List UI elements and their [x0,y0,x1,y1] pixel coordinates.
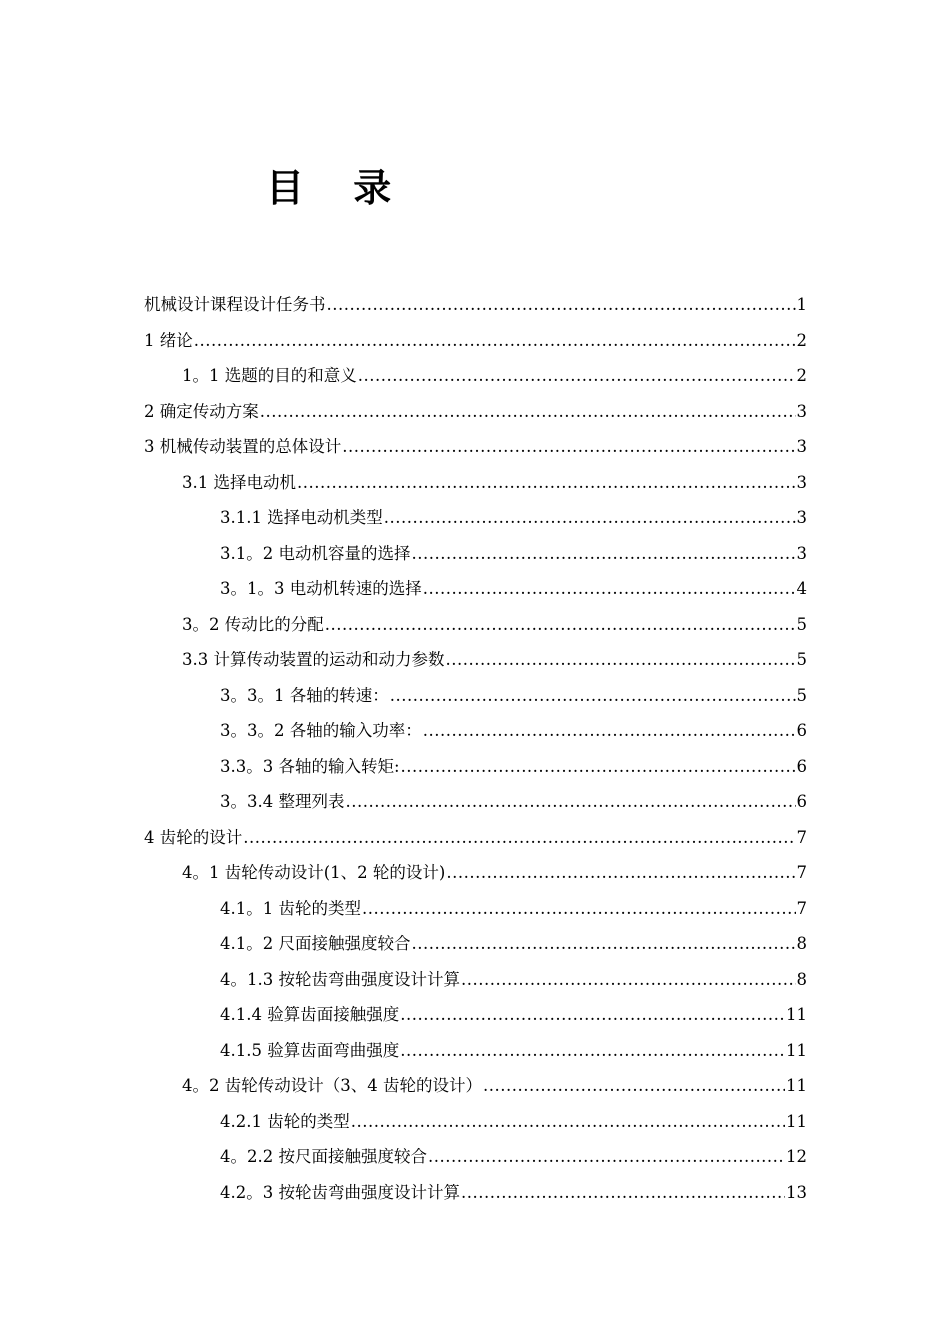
toc-entry[interactable] [144,749,807,785]
toc-entry-text: 3.3。3 各轴的输入转矩: [220,756,400,776]
toc-entry-text: 4.2。3 按轮齿弯曲强度设计计算 [220,1182,460,1202]
toc-entry[interactable] [144,287,807,323]
toc-entry-text: 3 机械传动装置的总体设计 [144,437,342,456]
toc-entry[interactable] [144,323,807,359]
toc-page-number: 3 [796,543,807,563]
toc-entry-text: 4。2.2 按尺面接触强度较合 [220,1147,427,1166]
toc-leader-dots [411,536,795,572]
toc-entry[interactable] [144,926,807,962]
toc-leader-dots [260,394,796,430]
toc-entry-text: 4.2.1 齿轮的类型 [220,1111,350,1131]
toc-entry[interactable] [144,1104,807,1140]
toc-entry-text: 2 确定传动方案 [144,401,259,421]
toc-entry[interactable] [144,962,807,998]
toc-entry[interactable] [144,536,807,572]
toc-page-number: 4 [796,579,807,598]
toc-leader-dots [358,358,796,394]
toc-page-number: 7 [796,827,807,847]
toc-leader-dots [423,713,796,749]
toc-leader-dots [483,1068,785,1104]
table-of-contents [144,287,807,1210]
toc-page-number: 6 [796,756,807,776]
toc-leader-dots [446,642,796,678]
toc-entry[interactable] [144,855,807,891]
toc-page-number: 3 [796,508,807,527]
toc-entry-text: 4.1。2 尺面接触强度较合 [220,934,411,953]
toc-entry-text: 4。1 齿轮传动设计(1、2 轮的设计) [182,863,446,882]
toc-leader-dots [345,784,795,820]
toc-entry[interactable] [144,713,807,749]
toc-leader-dots [351,1104,785,1140]
toc-leader-dots [401,749,796,785]
toc-page-number: 11 [786,1111,807,1131]
toc-entry-text: 3。2 传动比的分配 [182,614,324,634]
toc-page-number: 5 [796,685,807,705]
toc-page-number: 3 [796,472,807,492]
toc-entry[interactable] [144,1068,807,1104]
toc-leader-dots [400,1033,785,1069]
toc-entry-text: 3。3.4 整理列表 [220,792,345,811]
toc-page-number: 7 [796,863,807,882]
toc-entry-text: 1。1 选题的目的和意义 [182,366,357,385]
toc-leader-dots [384,500,796,536]
toc-page-number: 3 [796,401,807,421]
toc-page-number: 11 [786,1040,807,1060]
toc-entry[interactable] [144,465,807,501]
toc-entry[interactable] [144,429,807,465]
toc-leader-dots [325,607,796,643]
toc-entry-text: 3。3。1 各轴的转速： [220,685,389,705]
toc-leader-dots [194,323,796,359]
toc-page-number: 7 [796,898,807,918]
toc-entry-text: 3。1。3 电动机转速的选择 [220,579,422,598]
toc-page-number: 3 [796,437,807,456]
toc-page-number: 6 [796,721,807,740]
toc-entry[interactable] [144,1139,807,1175]
toc-entry-text: 1 绪论 [144,330,193,350]
toc-entry-text: 4.1.4 验算齿面接触强度 [220,1005,400,1024]
page-title: 目 录 [266,166,410,210]
toc-page-number: 1 [796,295,807,314]
toc-entry[interactable] [144,642,807,678]
toc-entry[interactable] [144,997,807,1033]
toc-page-number: 11 [786,1005,807,1024]
toc-leader-dots [390,678,796,714]
toc-entry[interactable] [144,358,807,394]
toc-entry[interactable] [144,1175,807,1211]
toc-entry-text: 3.1。2 电动机容量的选择 [220,543,411,563]
toc-entry[interactable] [144,500,807,536]
toc-entry[interactable] [144,607,807,643]
toc-page-number: 2 [796,330,807,350]
toc-entry[interactable] [144,1033,807,1069]
toc-entry[interactable] [144,571,807,607]
toc-leader-dots [342,429,795,465]
toc-leader-dots [327,287,796,323]
toc-entry[interactable] [144,394,807,430]
toc-entry-text: 机械设计课程设计任务书 [144,295,326,314]
toc-page-number: 5 [796,614,807,634]
toc-entry[interactable] [144,678,807,714]
toc-entry[interactable] [144,820,807,856]
toc-leader-dots [461,1175,785,1211]
toc-page-number: 6 [796,792,807,811]
toc-entry-text: 3.3 计算传动装置的运动和动力参数 [182,650,445,669]
toc-entry[interactable] [144,784,807,820]
toc-leader-dots [446,855,795,891]
toc-entry-text: 4。1.3 按轮齿弯曲强度设计计算 [220,969,460,989]
toc-leader-dots [297,465,796,501]
toc-entry-text: 4.1。1 齿轮的类型 [220,898,361,918]
toc-entry-text: 4。2 齿轮传动设计（3、4 齿轮的设计） [182,1076,482,1095]
toc-page-number: 11 [786,1076,807,1095]
toc-leader-dots [423,571,796,607]
toc-leader-dots [362,891,796,927]
toc-page-number: 2 [796,366,807,385]
toc-leader-dots [243,820,795,856]
toc-page-number: 8 [796,969,807,989]
toc-page-number: 5 [796,650,807,669]
toc-entry-text: 4 齿轮的设计 [144,827,243,847]
toc-leader-dots [461,962,796,998]
toc-page-number: 12 [786,1147,807,1166]
toc-leader-dots [411,926,795,962]
toc-entry-text: 3.1.1 选择电动机类型 [220,508,383,527]
toc-entry-text: 3。3。2 各轴的输入功率： [220,721,422,740]
toc-entry-text: 3.1 选择电动机 [182,472,296,492]
toc-leader-dots [400,997,785,1033]
toc-leader-dots [428,1139,785,1175]
toc-page-number: 8 [796,934,807,953]
toc-entry[interactable] [144,891,807,927]
toc-entry-text: 4.1.5 验算齿面弯曲强度 [220,1040,400,1060]
toc-page-number: 13 [786,1182,807,1202]
